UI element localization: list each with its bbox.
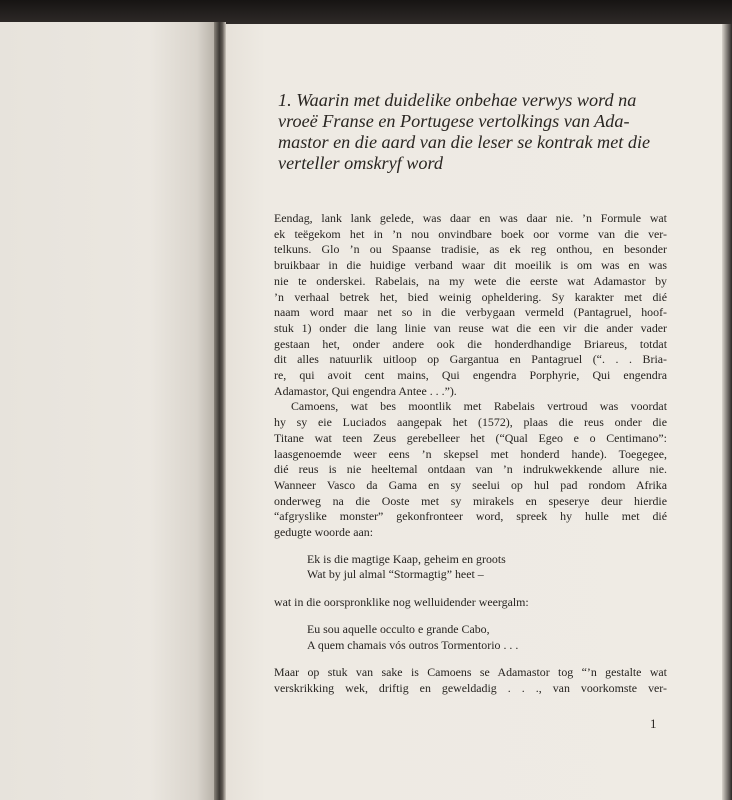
text-line: stuk 1) onder die lang linie van reuse wat die een vir die ander vader [274, 320, 667, 335]
text-line: ek teëgekom het in ’n nou onvindbare boek oor vorme van die ver- [274, 226, 667, 241]
text-line: verskrikking wek, driftig en geweldadig . . ., van voorkomste ver- [274, 680, 667, 695]
text-line: Eendag, lank lank gelede, was daar en was daar nie. ’n Formule wat [274, 211, 667, 225]
text-line: naam word maar net so in die verbygaan vermeld (Pantagruel, hoof- [274, 305, 667, 320]
text-line: Maar op stuk van sake is Camoens se Adamastor tog “’n gestalte wat [274, 665, 667, 680]
page-edge-shadow [722, 24, 732, 800]
chapter-title [278, 90, 668, 174]
book-gutter [214, 22, 226, 800]
verse-afrikaans [307, 552, 667, 583]
chapter-title-line: 1. Waarin met duidelike onbehae verwys word na [278, 90, 637, 110]
text-line: hy sy eie Luciados aangepak het (1572), plaas die reus onder die [274, 415, 667, 430]
text-line: laasgenoemde weer eens ’n skepsel met honderd hande). Toegegee, [274, 446, 667, 461]
text-line: wat in die oorspronklike nog welluidender weergalm: [274, 595, 529, 610]
bridge-line [274, 595, 667, 611]
verse-line: A quem chamais vós outros Tormentorio . . . [307, 637, 519, 652]
text-line: ’n verhaal betrek het, bied weinig opheldering. Sy karakter met dié [274, 289, 667, 304]
text-line: gedugte woorde aan: [274, 525, 374, 540]
text-line: telkuns. Glo ’n ou Spaanse tradisie, as ek reg onthou, en besonder [274, 242, 667, 257]
text-line: Titane wat teen Zeus gerebelleer het (“Qual Egeo e o Centimano”: [274, 430, 667, 445]
body-text [274, 211, 667, 697]
scan-top-shadow [0, 0, 732, 24]
text-line: onderweg na die Ooste met sy mirakels en speserye deur hierdie [274, 493, 667, 508]
text-line: “afgryslike monster” gekonfronteer word, spreek hy hulle met dié [274, 509, 667, 524]
text-line: Camoens, wat bes moontlik met Rabelais vertroud was voordat [291, 399, 667, 414]
verse-line: Ek is die magtige Kaap, geheim en groots [307, 551, 506, 566]
text-line: dit alles natuurlik uitloop op Gargantua en Pantagruel (“. . . Bria- [274, 352, 667, 367]
text-line: gestaan het, onder andere ook die honderdhandige Briareus, totdat [274, 336, 667, 351]
chapter-title-line: verteller omskryf word [278, 153, 444, 173]
text-line: Wanneer Vasco da Gama en sy seelui op hul pad rondom Afrika [274, 477, 667, 492]
left-blank-page [0, 22, 214, 800]
text-line: Adamastor, Qui engendra Antee . . .”). [274, 383, 457, 398]
page-number: 1 [650, 716, 657, 731]
text-line: bruikbaar in die huidige verband waar dit moeilik is om was en was [274, 258, 667, 273]
text-line: re, qui avoit cent mains, Qui engendra Porphyrie, Qui engendra [274, 368, 667, 383]
paragraph-1 [274, 211, 667, 399]
paragraph-2 [274, 399, 667, 540]
chapter-title-line: mastor en die aard van die leser se kontrak met die [278, 132, 651, 152]
paragraph-3 [274, 665, 667, 696]
verse-line: Wat by jul almal “Stormagtig” heet – [307, 567, 484, 582]
text-line: nie te onderskei. Rabelais, na my wete die eerste wat Adamastor by [274, 273, 667, 288]
chapter-title-line: vroeë Franse en Portugese vertolkings van Ada- [278, 111, 630, 131]
text-line: dié reus is nie heeltemal ontdaan van ’n indrukwekkende allure nie. [274, 462, 667, 477]
verse-line: Eu sou aquelle occulto e grande Cabo, [307, 621, 490, 636]
verse-portuguese [307, 622, 667, 653]
